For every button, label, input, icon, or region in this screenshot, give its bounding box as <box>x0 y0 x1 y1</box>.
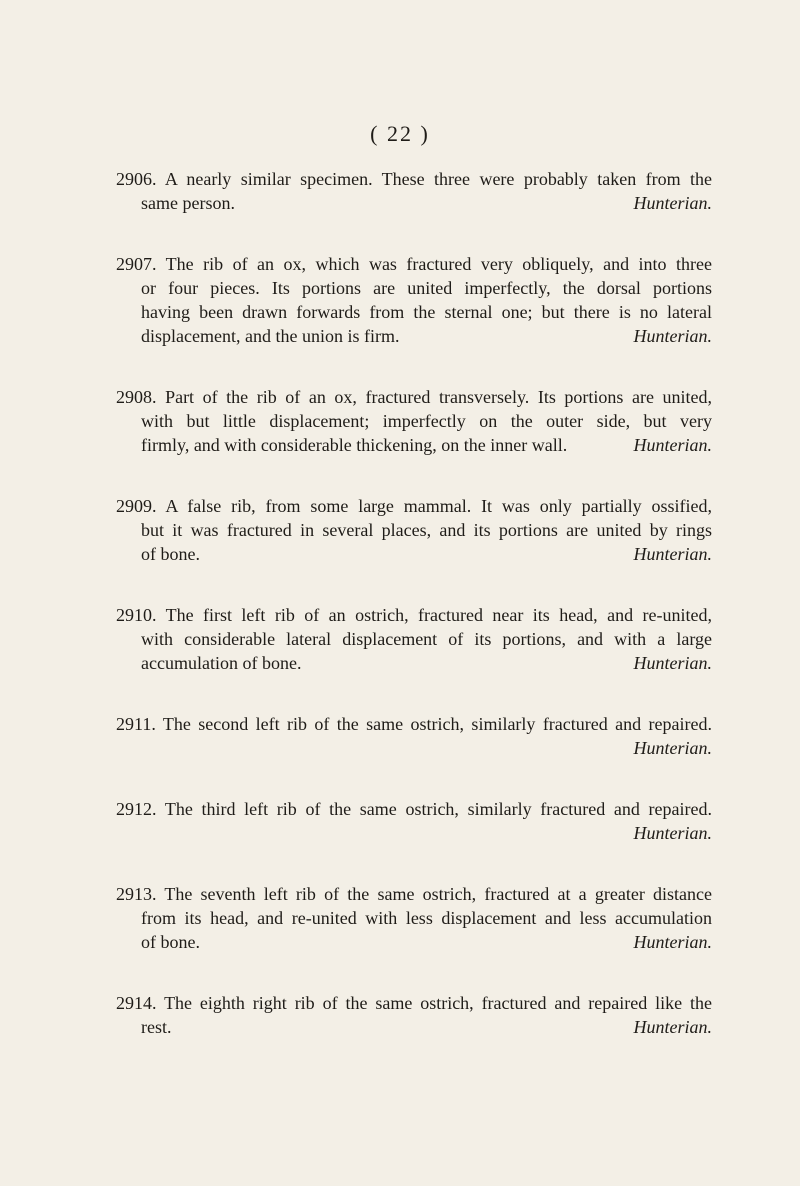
attribution: Hunterian. <box>633 544 712 564</box>
entry-line <box>116 542 712 566</box>
entry-text: same person. <box>141 193 235 213</box>
entry-line <box>116 797 712 821</box>
entry-2911 <box>116 712 712 760</box>
entry-line <box>116 882 712 906</box>
entry-line: with but little displacement; imperfectly on the outer side, but very <box>141 411 712 431</box>
entry-text: A false rib, from some large mammal. It was only partially ossified, <box>165 496 712 516</box>
entry-text: The rib of an ox, which was fractured very obliquely, and into three <box>165 254 712 274</box>
entry-line <box>116 433 712 457</box>
entry-number: 2908. <box>116 387 157 407</box>
attribution: Hunterian. <box>633 193 712 213</box>
attribution: Hunterian. <box>633 653 712 673</box>
entry-line <box>116 385 712 409</box>
entry-line <box>116 191 712 215</box>
entry-text: The eighth right rib of the same ostrich, fractured and repaired like the <box>164 993 712 1013</box>
entry-text: A nearly similar specimen. These three were probably taken from the <box>164 169 712 189</box>
entry-2913 <box>116 882 712 954</box>
attribution: Hunterian. <box>633 435 712 455</box>
entry-line <box>116 252 712 276</box>
attribution: Hunterian. <box>633 326 712 346</box>
entry-number: 2910. <box>116 605 157 625</box>
entry-number: 2912. <box>116 799 157 819</box>
entry-2914 <box>116 991 712 1039</box>
entry-line: having been drawn forwards from the sternal one; but there is no lateral <box>141 302 712 322</box>
entry-text: firmly, and with considerable thickening, on the inner wall. <box>141 435 568 455</box>
entry-number: 2907. <box>116 254 157 274</box>
entry-text: of bone. <box>141 932 200 952</box>
entry-text: accumulation of bone. <box>141 653 302 673</box>
entry-text: The first left rib of an ostrich, fractured near its head, and re-united, <box>165 605 712 625</box>
attribution: Hunterian. <box>633 738 712 758</box>
entry-line <box>116 991 712 1015</box>
attribution: Hunterian. <box>633 1017 712 1037</box>
entry-text: displacement, and the union is firm. <box>141 326 400 346</box>
entry-number: 2906. <box>116 169 157 189</box>
entry-text: The third left rib of the same ostrich, similarly fractured and repaired. <box>164 799 712 819</box>
entry-2906 <box>116 167 712 215</box>
entry-number: 2911. <box>116 714 156 734</box>
attribution: Hunterian. <box>633 823 712 843</box>
entry-line <box>116 712 712 736</box>
entry-line <box>116 1015 712 1039</box>
attribution: Hunterian. <box>633 932 712 952</box>
entry-line <box>116 603 712 627</box>
entry-line <box>116 167 712 191</box>
entry-2907 <box>116 252 712 348</box>
entry-text: rest. <box>141 1017 172 1037</box>
entry-line <box>116 930 712 954</box>
entry-number: 2913. <box>116 884 157 904</box>
entry-line: but it was fractured in several places, and its portions are united by rings <box>141 520 712 540</box>
page-number: ( 22 ) <box>370 121 430 146</box>
entry-2909 <box>116 494 712 566</box>
entry-2908 <box>116 385 712 457</box>
entry-text: of bone. <box>141 544 200 564</box>
catalogue-entries <box>116 167 712 1076</box>
entry-line: from its head, and re-united with less displacement and less accumulation <box>141 908 712 928</box>
entry-line <box>116 324 712 348</box>
entry-number: 2914. <box>116 993 157 1013</box>
entry-2912 <box>116 797 712 845</box>
entry-text: The second left rib of the same ostrich, similarly fractured and repaired. <box>162 714 712 734</box>
entry-line: or four pieces. Its portions are united imperfectly, the dorsal portions <box>141 278 712 298</box>
entry-2910 <box>116 603 712 675</box>
entry-text: Part of the rib of an ox, fractured transversely. Its portions are united, <box>165 387 712 407</box>
entry-line <box>116 494 712 518</box>
entry-line <box>116 651 712 675</box>
entry-line: with considerable lateral displacement of its portions, and with a large <box>141 629 712 649</box>
entry-number: 2909. <box>116 496 157 516</box>
entry-text: The seventh left rib of the same ostrich, fractured at a greater distance <box>164 884 712 904</box>
